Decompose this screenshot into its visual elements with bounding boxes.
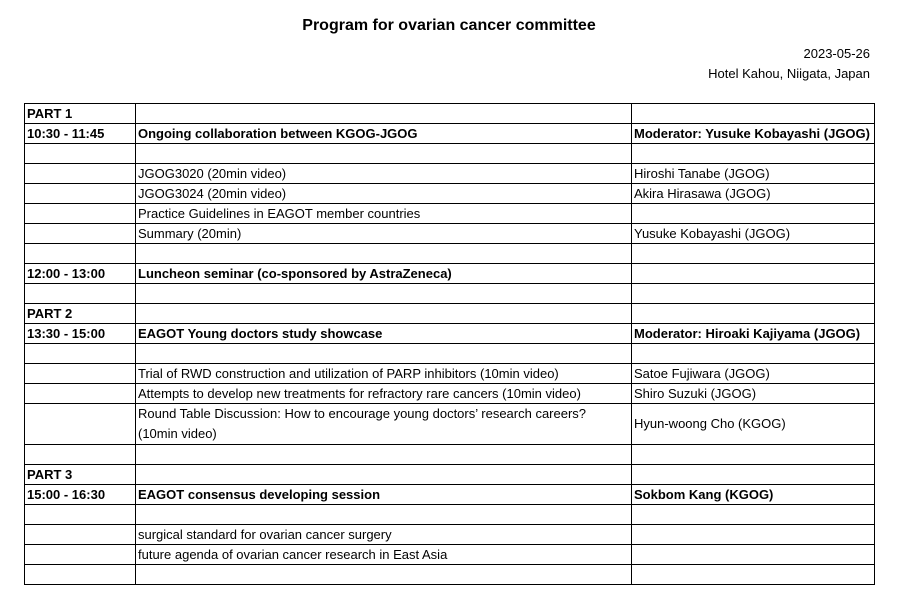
time-cell xyxy=(25,284,136,304)
time-cell: 10:30 - 11:45 xyxy=(25,124,136,144)
table-row xyxy=(25,144,875,164)
table-row xyxy=(25,525,875,545)
presenter-cell: Akira Hirasawa (JGOG) xyxy=(632,184,875,204)
program-table xyxy=(24,103,875,585)
table-row xyxy=(25,505,875,525)
time-cell: 13:30 - 15:00 xyxy=(25,324,136,344)
presenter-cell: Moderator: Hiroaki Kajiyama (JGOG) xyxy=(632,324,875,344)
topic-cell: surgical standard for ovarian cancer surgery xyxy=(136,525,632,545)
topic-cell: EAGOT consensus developing session xyxy=(136,485,632,505)
table-row xyxy=(25,224,875,244)
time-cell xyxy=(25,505,136,525)
table-row xyxy=(25,164,875,184)
table-row xyxy=(25,565,875,585)
time-cell xyxy=(25,344,136,364)
time-cell: PART 1 xyxy=(25,104,136,124)
presenter-cell xyxy=(632,505,875,525)
presenter-cell: Hyun-woong Cho (KGOG) xyxy=(632,404,875,445)
time-cell: PART 2 xyxy=(25,304,136,324)
time-cell xyxy=(25,224,136,244)
topic-cell xyxy=(136,505,632,525)
table-row xyxy=(25,284,875,304)
presenter-cell: Sokbom Kang (KGOG) xyxy=(632,485,875,505)
topic-cell xyxy=(136,304,632,324)
table-row xyxy=(25,465,875,485)
topic-cell xyxy=(136,465,632,485)
time-cell xyxy=(25,565,136,585)
table-row xyxy=(25,485,875,505)
time-cell xyxy=(25,164,136,184)
presenter-cell: Hiroshi Tanabe (JGOG) xyxy=(632,164,875,184)
table-row xyxy=(25,264,875,284)
time-cell: 12:00 - 13:00 xyxy=(25,264,136,284)
presenter-cell: Moderator: Yusuke Kobayashi (JGOG) xyxy=(632,124,875,144)
presenter-cell xyxy=(632,284,875,304)
topic-cell: Luncheon seminar (co-sponsored by AstraZeneca) xyxy=(136,264,632,284)
presenter-cell xyxy=(632,264,875,284)
meeting-date: 2023-05-26 xyxy=(803,46,870,61)
presenter-cell xyxy=(632,244,875,264)
topic-cell: Ongoing collaboration between KGOG-JGOG xyxy=(136,124,632,144)
topic-cell: Attempts to develop new treatments for refractory rare cancers (10min video) xyxy=(136,384,632,404)
presenter-cell xyxy=(632,104,875,124)
table-row xyxy=(25,304,875,324)
topic-cell: EAGOT Young doctors study showcase xyxy=(136,324,632,344)
presenter-cell xyxy=(632,204,875,224)
table-row xyxy=(25,404,875,445)
topic-cell xyxy=(136,565,632,585)
meeting-venue: Hotel Kahou, Niigata, Japan xyxy=(708,66,870,81)
table-row xyxy=(25,344,875,364)
presenter-cell xyxy=(632,465,875,485)
topic-cell: Summary (20min) xyxy=(136,224,632,244)
presenter-cell xyxy=(632,445,875,465)
page-title: Program for ovarian cancer committee xyxy=(302,17,596,34)
time-cell xyxy=(25,545,136,565)
presenter-cell xyxy=(632,545,875,565)
table-row xyxy=(25,324,875,344)
table-row xyxy=(25,244,875,264)
presenter-cell xyxy=(632,565,875,585)
time-cell xyxy=(25,384,136,404)
time-cell xyxy=(25,525,136,545)
time-cell xyxy=(25,445,136,465)
presenter-cell: Satoe Fujiwara (JGOG) xyxy=(632,364,875,384)
presenter-cell: Yusuke Kobayashi (JGOG) xyxy=(632,224,875,244)
table-row xyxy=(25,545,875,565)
topic-cell: JGOG3024 (20min video) xyxy=(136,184,632,204)
time-cell xyxy=(25,144,136,164)
topic-cell xyxy=(136,344,632,364)
presenter-cell xyxy=(632,304,875,324)
time-cell: PART 3 xyxy=(25,465,136,485)
topic-cell: Practice Guidelines in EAGOT member countries xyxy=(136,204,632,224)
topic-cell xyxy=(136,445,632,465)
table-row xyxy=(25,364,875,384)
table-row xyxy=(25,184,875,204)
topic-cell xyxy=(136,284,632,304)
time-cell xyxy=(25,204,136,224)
topic-cell xyxy=(136,104,632,124)
presenter-cell xyxy=(632,344,875,364)
table-row xyxy=(25,104,875,124)
topic-cell: JGOG3020 (20min video) xyxy=(136,164,632,184)
topic-cell xyxy=(136,244,632,264)
table-row xyxy=(25,204,875,224)
time-cell xyxy=(25,244,136,264)
topic-cell xyxy=(136,144,632,164)
presenter-cell: Shiro Suzuki (JGOG) xyxy=(632,384,875,404)
table-row xyxy=(25,384,875,404)
table-row xyxy=(25,124,875,144)
time-cell xyxy=(25,364,136,384)
time-cell xyxy=(25,184,136,204)
program-table-body xyxy=(25,104,875,585)
time-cell xyxy=(25,404,136,445)
presenter-cell xyxy=(632,144,875,164)
topic-cell: future agenda of ovarian cancer research in East Asia xyxy=(136,545,632,565)
topic-cell: Trial of RWD construction and utilization of PARP inhibitors (10min video) xyxy=(136,364,632,384)
table-row xyxy=(25,445,875,465)
time-cell: 15:00 - 16:30 xyxy=(25,485,136,505)
topic-cell: Round Table Discussion: How to encourage young doctors’ research careers? (10min video) xyxy=(136,404,632,445)
presenter-cell xyxy=(632,525,875,545)
